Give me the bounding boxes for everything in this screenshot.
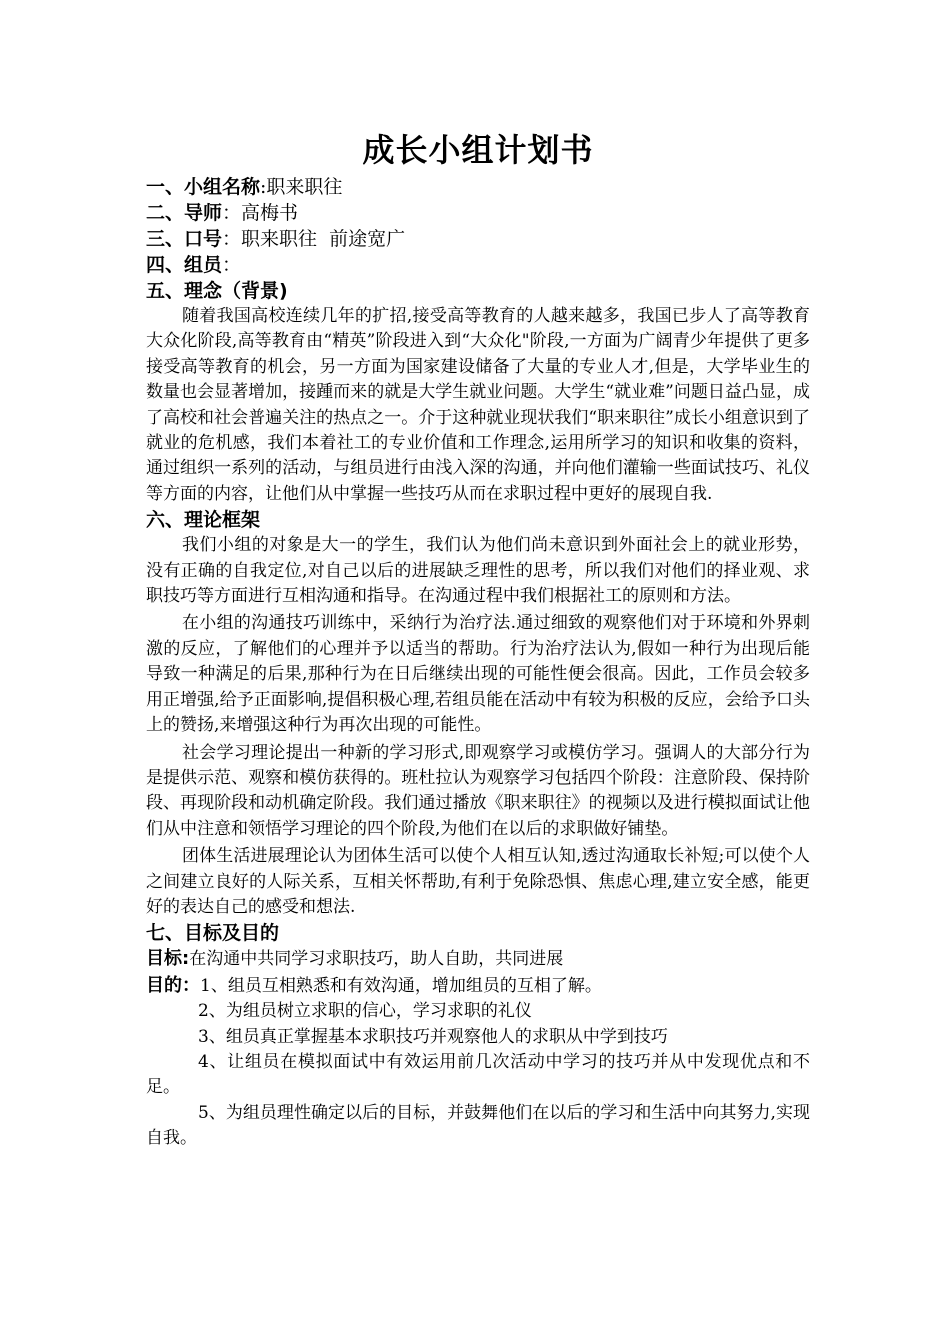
slogan-line — [146, 226, 810, 252]
goal-label: 目标: — [146, 948, 190, 970]
theory-paragraph-1: 我们小组的对象是大一的学生，我们认为他们尚未意识到外面社会上的就业形势，没有正确的自我定位,对自己以后的进展缺乏理性的思考，所以我们对他们的择业观、求职技巧等方面进行互相沟通和指导。在沟通过程中我们根据社工的原则和方法。 — [146, 535, 810, 607]
document-page — [146, 126, 810, 1152]
purpose-item-1: 1、组员互相熟悉和有效沟通，增加组员的互相了解。 — [200, 975, 602, 996]
purpose-item-4: 4、让组员在模拟面试中有效运用前几次活动中学习的技巧并从中发现优点和不足。 — [146, 1051, 810, 1098]
theory-paragraph-3: 社会学习理论提出一种新的学习形式,即观察学习或模仿学习。强调人的大部分行为是提供示范、观察和模仿获得的。班杜拉认为观察学习包括四个阶段：注意阶段、保持阶段、再现阶段和动机确定阶段。我们通过播放《职来职往》的视频以及进行模拟面试让他们从中注意和领悟学习理论的四个阶段,为他们在以后的求职做好铺垫。 — [146, 742, 810, 839]
goals-heading-line — [146, 920, 810, 946]
members-line — [146, 252, 810, 278]
mentor-line — [146, 200, 810, 226]
theory-paragraph-2: 在小组的沟通技巧训练中，采纳行为治疗法.通过细致的观察他们对于环境和外界刺激的反应，了解他们的心理并予以适当的帮助。行为治疗法认为,假如一种行为出现后能导致一种满足的后果,那种行为在日后继续出现的可能性便会很高。因此，工作员会较多用正增强,给予正面影响,提倡积极心理,若组员能在活动中有较为积极的反应，会给予口头上的赞扬,来增强这种行为再次出现的可能性。 — [146, 613, 810, 736]
background-paragraph: 随着我国高校连续几年的扩招,接受高等教育的人越来越多，我国已步人了高等教育大众化阶段,高等教育由“精英”阶段进入到“大众化"阶段,一方面为广阔青少年提供了更多接受高等教育的机会，另一方面为国家建设储备了大量的专业人才,但是，大学毕业生的数量也会显著增加，接踵而来的就是大学生就业问题。大学生“就业难”问题日益凸显，成了高校和社会普遍关注的热点之一。介于这种就业现状我们“职来职往”成长小组意识到了就业的危机感，我们本着社工的专业价值和工作理念,运用所学习的知识和收集的资料，通过组织一系列的活动，与组员进行由浅入深的沟通，并向他们灌输一些面试技巧、礼仪等方面的内容，让他们从中掌握一些技巧从而在求职过程中更好的展现自我. — [146, 306, 810, 504]
group-name-heading: 一、小组名称 — [146, 176, 261, 198]
goal-line — [146, 946, 810, 972]
mentor-heading: 二、导师 — [146, 202, 223, 224]
theory-paragraph-4: 团体生活进展理论认为团体生活可以使个人相互认知,透过沟通取长补短;可以使个人之间建立良好的人际关系，互相关怀帮助,有利于免除恐惧、焦虑心理,建立安全感，能更好的表达自己的感受和想法. — [146, 846, 810, 917]
group-name-line — [146, 174, 810, 200]
purpose-item-3: 3、组员真正掌握基本求职技巧并观察他人的求职从中学到技巧 — [198, 1026, 668, 1047]
members-heading: 四、组员 — [146, 254, 223, 276]
theory-heading-line — [146, 507, 810, 533]
purpose-item-5: 5、为组员理性确定以后的目标，并鼓舞他们在以后的学习和生活中向其努力,实现自我。 — [146, 1102, 810, 1149]
mentor-value: ：高梅书 — [222, 202, 299, 224]
document-title: 成长小组计划书 — [362, 131, 594, 169]
background-heading: 五、理念（背景) — [146, 280, 288, 302]
members-value: ： — [222, 254, 242, 276]
purpose-item-2: 2、为组员树立求职的信心，学习求职的礼仪 — [198, 1001, 532, 1022]
goals-heading: 七、目标及目的 — [146, 922, 280, 945]
slogan-heading: 三、口号 — [146, 228, 223, 250]
purpose-label: 目的： — [146, 974, 200, 996]
goal-text: 在沟通中共同学习求职技巧，助人自助，共同进展 — [189, 949, 564, 970]
slogan-value: ：职来职往 前途宽广 — [222, 228, 406, 250]
theory-heading: 六、理论框架 — [146, 509, 261, 532]
group-name-value: :职来职往 — [260, 176, 343, 198]
purpose-line — [146, 973, 810, 999]
background-heading-line — [146, 278, 810, 304]
